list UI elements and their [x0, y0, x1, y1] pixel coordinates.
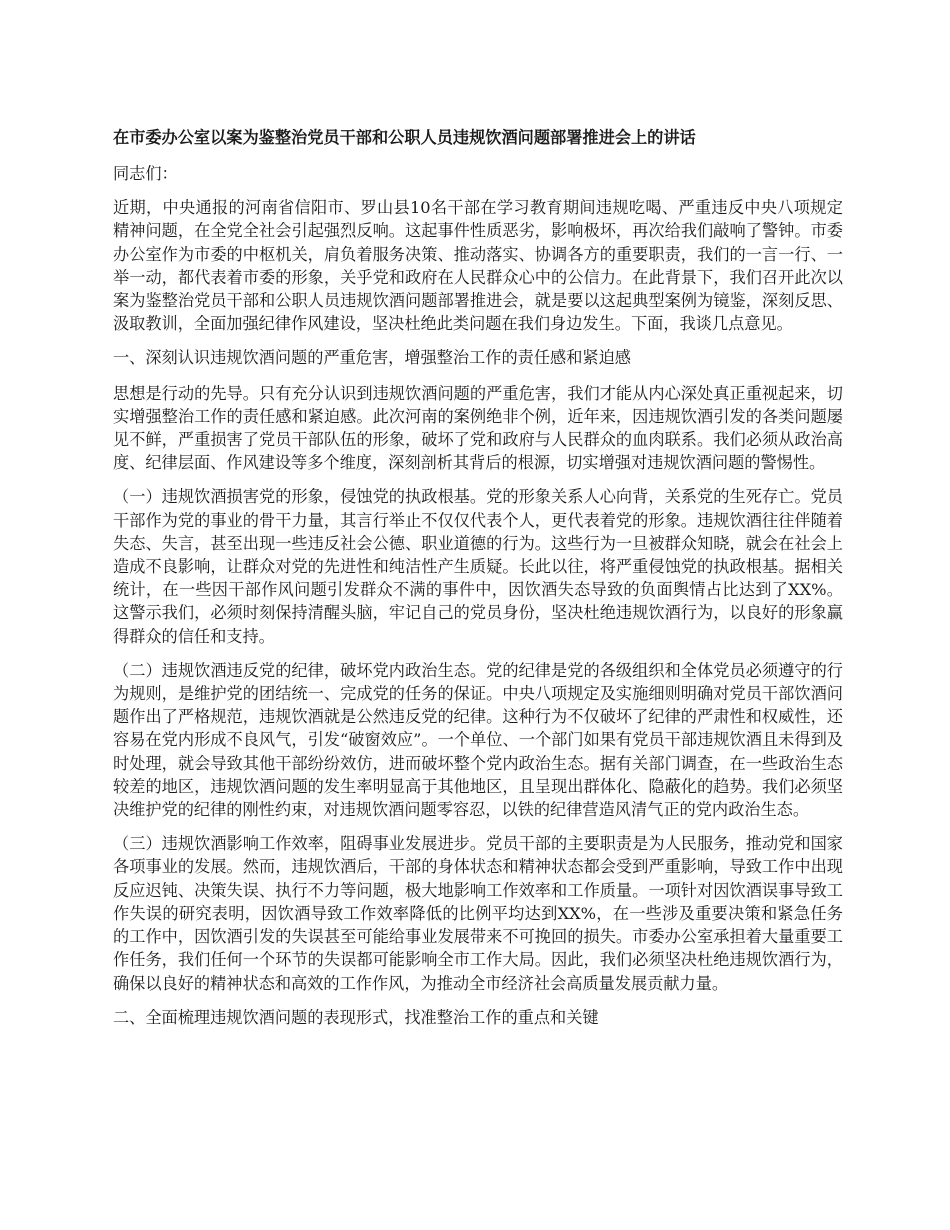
- paragraph-point-2: （二）违规饮酒违反党的纪律，破坏党内政治生态。党的纪律是党的各级组织和全体党员必须遵守的行为规则，是维护党的团结统一、完成党的任务的保证。中央八项规定及实施细则明确对党员干部饮酒问题作出了严格规范，违规饮酒就是公然违反党的纪律。这种行为不仅破坏了纪律的严肃性和权威性，还容易在党内形成不良风气，引发“破窗效应”。一个单位、一个部门如果有党员干部违规饮酒且未得到及时处理，就会导致其他干部纷纷效仿，进而破坏整个党内政治生态。据有关部门调查，在一些政治生态较差的地区，违规饮酒问题的发生率明显高于其他地区，且呈现出群体化、隐蔽化的趋势。我们必须坚决维护党的纪律的刚性约束，对违规饮酒问题零容忍，以铁的纪律营造风清气正的党内政治生态。: [113, 660, 843, 820]
- paragraph-section-1-intro: 思想是行动的先导。只有充分认识到违规饮酒问题的严重危害，我们才能从内心深处真正重视起来，切实增强整治工作的责任感和紧迫感。此次河南的案例绝非个例，近年来，因违规饮酒引发的各类问题屡见不鲜，严重损害了党员干部队伍的形象，破坏了党和政府与人民群众的血肉联系。我们必须从政治高度、纪律层面、作风建设等多个维度，深刻剖析其背后的根源，切实增强对违规饮酒问题的警惕性。: [113, 383, 843, 473]
- paragraph-point-3: （三）违规饮酒影响工作效率，阻碍事业发展进步。党员干部的主要职责是为人民服务，推动党和国家各项事业的发展。然而，违规饮酒后，干部的身体状态和精神状态都会受到严重影响，导致工作中出现反应迟钝、决策失误、执行不力等问题，极大地影响工作效率和工作质量。一项针对因饮酒误事导致工作失误的研究表明，因饮酒导致工作效率降低的比例平均达到XX%，在一些涉及重要决策和紧急任务的工作中，因饮酒引发的失误甚至可能给事业发展带来不可挽回的损失。市委办公室承担着大量重要工作任务，我们任何一个环节的失误都可能影响全市工作大局。因此，我们必须坚决杜绝违规饮酒行为，确保以良好的精神状态和高效的工作作风，为推动全市经济社会高质量发展贡献力量。: [113, 834, 843, 993]
- paragraph-intro: 近期，中央通报的河南省信阳市、罗山县10名干部在学习教育期间违规吃喝、严重违反中央八项规定精神问题，在全党全社会引起强烈反响。这起事件性质恶劣，影响极坏，再次给我们敲响了警钟。市委办公室作为市委的中枢机关，肩负着服务决策、推动落实、协调各方的重要职责，我们的一言一行、一举一动，都代表着市委的形象，关乎党和政府在人民群众心中的公信力。在此背景下，我们召开此次以案为鉴整治党员干部和公职人员违规饮酒问题部署推进会，就是要以这起典型案例为镜鉴，深刻反思、汲取教训，全面加强纪律作风建设，坚决杜绝此类问题在我们身边发生。下面，我谈几点意见。: [113, 198, 843, 334]
- paragraph-point-1: （一）违规饮酒损害党的形象，侵蚀党的执政根基。党的形象关系人心向背，关系党的生死存亡。党员干部作为党的事业的骨干力量，其言行举止不仅仅代表个人，更代表着党的形象。违规饮酒往往伴随着失态、失言，甚至出现一些违反社会公德、职业道德的行为。这些行为一旦被群众知晓，就会在社会上造成不良影响，让群众对党的先进性和纯洁性产生质疑。长此以往，将严重侵蚀党的执政根基。据相关统计，在一些因干部作风问题引发群众不满的事件中，因饮酒失态导致的负面舆情占比达到了XX%。这警示我们，必须时刻保持清醒头脑，牢记自己的党员身份，坚决杜绝违规饮酒行为，以良好的形象赢得群众的信任和支持。: [113, 487, 843, 646]
- section-heading-2: 二、全面梳理违规饮酒问题的表现形式，找准整治工作的重点和关键: [113, 1007, 599, 1027]
- document-page: [113, 126, 843, 1041]
- document-title: 在市委办公室以案为鉴整治党员干部和公职人员违规饮酒问题部署推进会上的讲话: [113, 128, 696, 147]
- salutation: 同志们：: [113, 164, 178, 183]
- section-heading-1: 一、深刻认识违规饮酒问题的严重危害，增强整治工作的责任感和紧迫感: [113, 348, 631, 368]
